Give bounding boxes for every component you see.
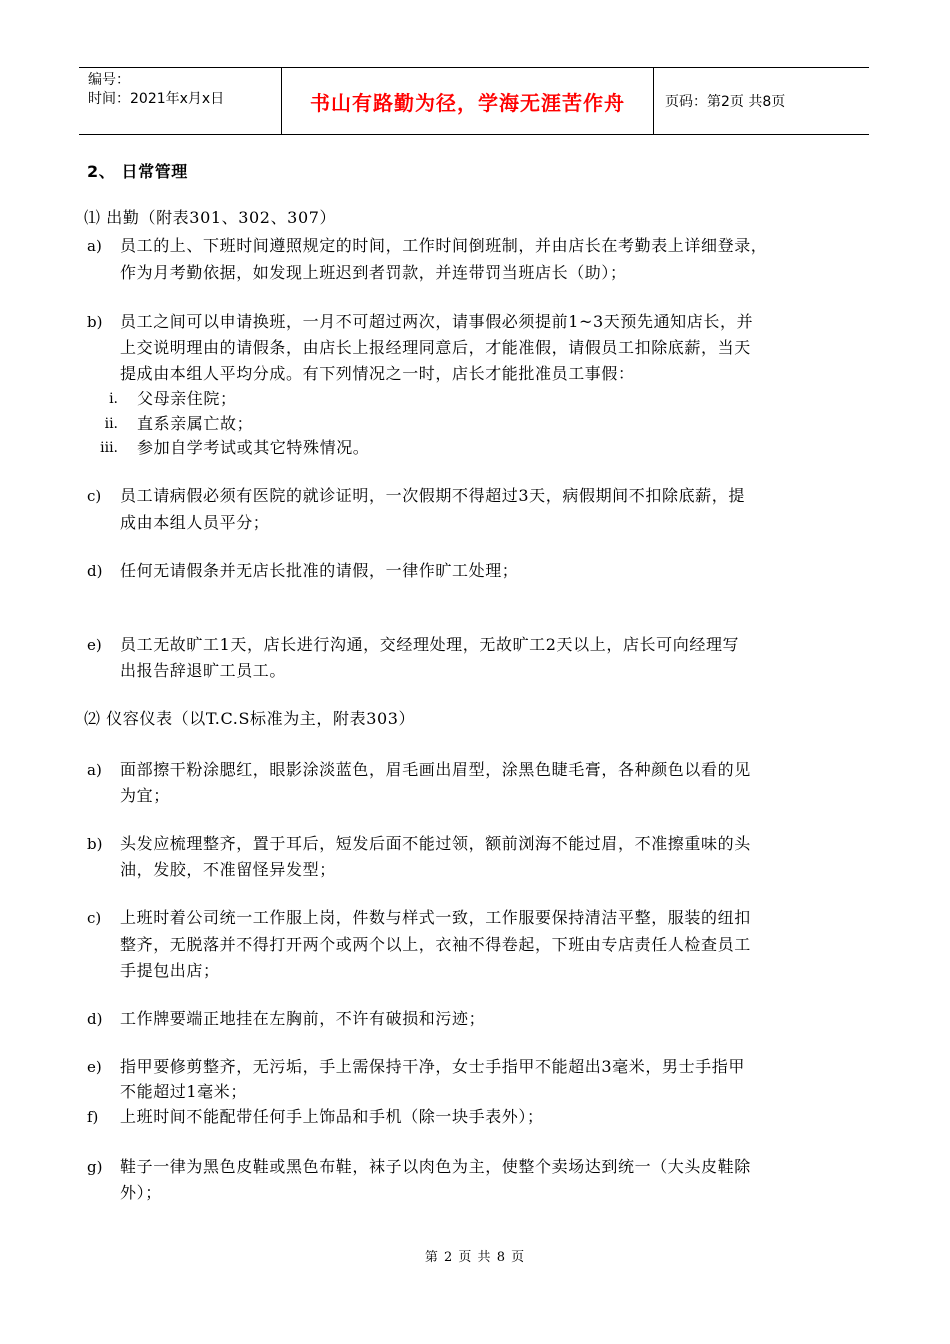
paragraph-line: 为宜； (120, 786, 170, 805)
sub-item-text: 直系亲属亡故； (137, 414, 254, 433)
paragraph-line: 任何无请假条并无店长批准的请假，一律作旷工处理； (120, 561, 519, 580)
paragraph-line: 员工的上、下班时间遵照规定的时间，工作时间倒班制，并由店长在考勤表上详细登录， (120, 236, 768, 255)
paragraph-line: 员工请病假必须有医院的就诊证明，一次假期不得超过3天，病假期间不扣除底薪，提 (120, 486, 745, 505)
list-marker: a) (87, 237, 102, 255)
list-marker: f) (87, 1108, 99, 1126)
paragraph-line: 上交说明理由的请假条，由店长上报经理同意后，才能准假，请假员工扣除底薪，当天 (120, 338, 751, 357)
paragraph-line: 上班时间不能配带任何手上饰品和手机（除一块手表外）； (120, 1107, 544, 1126)
paragraph-line: 上班时着公司统一工作服上岗，件数与样式一致，工作服要保持清洁平整，服装的纽扣 (120, 908, 751, 927)
paragraph-line: 外）； (120, 1183, 162, 1202)
list-marker: d) (87, 562, 103, 580)
paragraph-line: 鞋子一律为黑色皮鞋或黑色布鞋，袜子以肉色为主，使整个卖场达到统一（大头皮鞋除 (120, 1157, 751, 1176)
appearance-title: ⑵ 仪容仪表（以T.C.S标准为主，附表303） (84, 709, 416, 728)
paragraph-line: 指甲要修剪整齐，无污垢，手上需保持干净，女士手指甲不能超出3毫米，男士手指甲 (120, 1057, 745, 1076)
paragraph-line: 面部擦干粉涂腮红，眼影涂淡蓝色，眉毛画出眉型，涂黑色睫毛膏，各种颜色以看的见 (120, 760, 751, 779)
page-header (79, 67, 869, 135)
list-marker: g) (87, 1158, 103, 1176)
paragraph-line: 工作牌要端正地挂在左胸前，不许有破损和污迹； (120, 1009, 486, 1028)
attendance-title: ⑴ 出勤（附表301、302、307） (84, 208, 337, 227)
document-number-label: 编号： (88, 72, 130, 88)
roman-marker: ii. (104, 416, 118, 432)
paragraph-line: 提成由本组人平均分成。有下列情况之一时，店长才能批准员工事假： (120, 364, 635, 383)
list-marker: e) (87, 636, 102, 654)
header-motto: 书山有路勤为径，学海无涯苦作舟 (282, 68, 654, 134)
list-marker: e) (87, 1058, 102, 1076)
document-date: 时间：2021年x月x日 (88, 91, 225, 107)
section-title: 2、 日常管理 (87, 162, 188, 181)
list-marker: d) (87, 1010, 103, 1028)
paragraph-line: 手提包出店； (120, 961, 220, 980)
list-marker: c) (87, 909, 102, 927)
paragraph-line: 出报告辞退旷工员工。 (120, 661, 287, 680)
sub-item-text: 参加自学考试或其它特殊情况。 (137, 438, 370, 457)
header-meta (79, 68, 282, 134)
paragraph-line: 作为月考勤依据，如发现上班迟到者罚款，并连带罚当班店长（助）； (120, 263, 627, 282)
paragraph-line: 不能超过1毫米； (120, 1082, 247, 1101)
roman-marker: i. (109, 391, 118, 407)
roman-marker: iii. (100, 440, 118, 456)
paragraph-line: 整齐，无脱落并不得打开两个或两个以上，衣袖不得卷起，下班由专店责任人检查员工 (120, 935, 751, 954)
page-footer: 第 2 页 共 8 页 (424, 1250, 526, 1265)
paragraph-line: 油，发胶，不准留怪异发型； (120, 860, 336, 879)
paragraph-line: 员工之间可以申请换班，一月不可超过两次，请事假必须提前1~3天预先通知店长，并 (120, 312, 754, 331)
list-marker: a) (87, 761, 102, 779)
list-marker: b) (87, 835, 103, 853)
header-page-info: 页码：第2页 共8页 (665, 94, 786, 110)
sub-item-text: 父母亲住院； (137, 389, 237, 408)
paragraph-line: 头发应梳理整齐，置于耳后，短发后面不能过领，额前浏海不能过眉，不准擦重味的头 (120, 834, 751, 853)
paragraph-line: 员工无故旷工1天，店长进行沟通，交经理处理，无故旷工2天以上，店长可向经理写 (120, 635, 740, 654)
list-marker: c) (87, 487, 102, 505)
paragraph-line: 成由本组人员平分； (120, 513, 270, 532)
list-marker: b) (87, 313, 103, 331)
